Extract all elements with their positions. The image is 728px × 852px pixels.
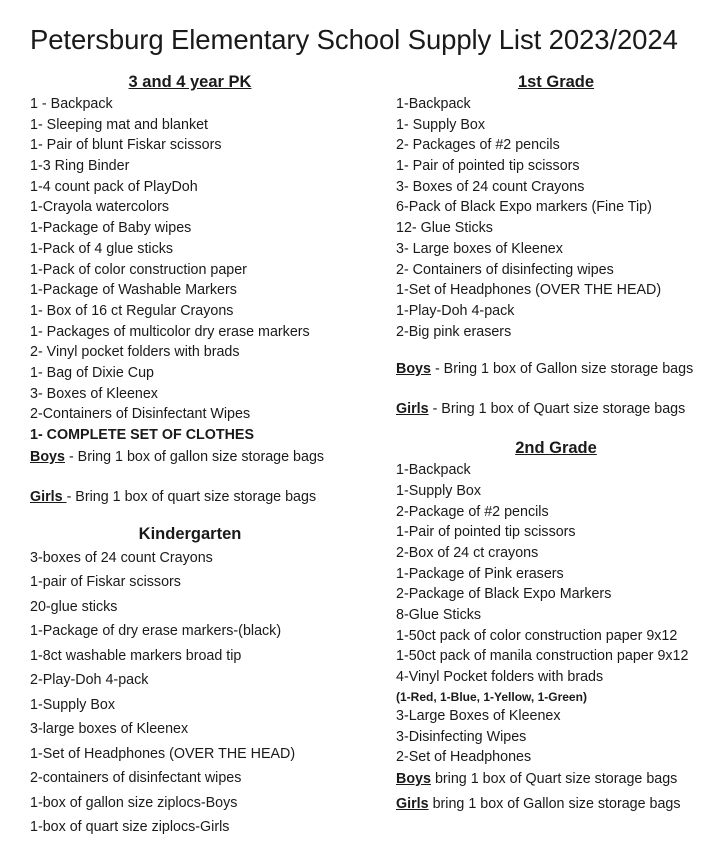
list-item: 2- Containers of disinfecting wipes xyxy=(396,261,614,278)
list-item: 1 - Backpack xyxy=(30,96,113,112)
list-item: 8-Glue Sticks xyxy=(396,607,482,624)
list-item: 1-8ct washable markers broad tip xyxy=(30,647,242,664)
list-item: 1-50ct pack of color construction paper 9x12 xyxy=(396,627,678,644)
page-title: Petersburg Elementary School Supply List 2023/2024 xyxy=(30,24,678,55)
list-item: 1-Package of Pink erasers xyxy=(396,565,564,582)
list-item: 1- Bag of Dixie Cup xyxy=(30,364,154,381)
list-item: 1- Packages of multicolor dry erase markers xyxy=(30,323,310,340)
second-grade-list xyxy=(396,460,726,768)
list-item: 1- Box of 16 ct Regular Crayons xyxy=(30,302,234,319)
girls-text: bring 1 box of Gallon size storage bags xyxy=(428,795,681,812)
list-item: 1-Package of dry erase markers-(black) xyxy=(30,623,282,640)
girls-text: - Bring 1 box of Quart size storage bags xyxy=(428,401,686,418)
list-item: 1-Pack of 4 glue sticks xyxy=(30,240,174,257)
boys-text: - Bring 1 box of gallon size storage bags xyxy=(64,448,325,465)
list-item: 1-50ct pack of manila construction paper 9x12 xyxy=(396,648,689,665)
kindergarten-heading: Kindergarten xyxy=(138,524,242,543)
pk-boys-note xyxy=(30,446,375,468)
list-item: 3-boxes of 24 count Crayons xyxy=(30,549,213,566)
second-grade-heading: 2nd Grade xyxy=(515,439,597,458)
list-item: 3- Boxes of Kleenex xyxy=(30,385,158,402)
left-column xyxy=(30,70,375,840)
first-girls-note xyxy=(396,398,726,420)
boys-label: Boys xyxy=(396,361,431,378)
folder-colors-note: (1-Red, 1-Blue, 1-Yellow, 1-Green) xyxy=(396,689,587,704)
girls-label: Girls xyxy=(30,488,67,505)
list-item: 2-Package of Black Expo Markers xyxy=(396,586,612,603)
pk-heading: 3 and 4 year PK xyxy=(128,73,252,91)
list-item: 1-Pack of color construction paper xyxy=(30,261,247,278)
list-item: 1-Supply Box xyxy=(396,482,482,499)
first-grade-list xyxy=(396,94,726,342)
list-item: 2-Containers of Disinfectant Wipes xyxy=(30,406,251,423)
boys-text: bring 1 box of Quart size storage bags xyxy=(430,770,678,787)
list-item: 1-Set of Headphones (OVER THE HEAD) xyxy=(30,745,296,762)
list-item: 2-Package of #2 pencils xyxy=(396,503,549,520)
boys-label: Boys xyxy=(30,448,65,465)
first-boys-note xyxy=(396,358,726,380)
boys-text: - Bring 1 box of Gallon size storage bags xyxy=(430,361,694,378)
list-item: 1-box of quart size ziplocs-Girls xyxy=(30,819,230,836)
list-item: 1-Set of Headphones (OVER THE HEAD) xyxy=(396,282,662,299)
list-item: 1-Crayola watercolors xyxy=(30,199,170,216)
list-item: 2-Set of Headphones xyxy=(396,749,532,766)
list-item: 1-Package of Washable Markers xyxy=(30,282,237,299)
list-item: 3- Large boxes of Kleenex xyxy=(396,240,563,257)
second-boys-note xyxy=(396,768,726,790)
list-item: 2-Play-Doh 4-pack xyxy=(30,672,149,689)
list-item: 12- Glue Sticks xyxy=(396,220,493,237)
list-item: 1-Pair of pointed tip scissors xyxy=(396,524,576,541)
list-item: 1- Pair of blunt Fiskar scissors xyxy=(30,137,222,154)
list-item: 2- Vinyl pocket folders with brads xyxy=(30,344,240,361)
list-item: 1-box of gallon size ziplocs-Boys xyxy=(30,794,238,811)
first-grade-heading: 1st Grade xyxy=(517,73,595,91)
list-item: 1-Package of Baby wipes xyxy=(30,220,192,237)
kindergarten-list xyxy=(30,546,375,840)
pk-list xyxy=(30,94,375,446)
list-item: 1- Sleeping mat and blanket xyxy=(30,116,209,133)
girls-label: Girls xyxy=(396,401,429,418)
list-item: 1- Supply Box xyxy=(396,116,486,133)
list-item: 3-Large Boxes of Kleenex xyxy=(396,707,561,724)
girls-text: - Bring 1 box of quart size storage bags xyxy=(66,488,317,505)
girls-label: Girls xyxy=(396,795,429,812)
list-item: 2-Big pink erasers xyxy=(396,323,512,340)
right-column xyxy=(396,70,726,815)
list-item: 2-Box of 24 ct crayons xyxy=(396,545,539,561)
boys-label: Boys xyxy=(396,770,431,787)
second-girls-note xyxy=(396,793,726,815)
list-item: 1-pair of Fiskar scissors xyxy=(30,574,181,591)
list-item: 3-Disinfecting Wipes xyxy=(396,728,527,745)
pk-girls-note xyxy=(30,486,375,508)
list-item: 1-Backpack xyxy=(396,96,471,112)
list-item: 2- Packages of #2 pencils xyxy=(396,137,560,154)
list-item: 1- Pair of pointed tip scissors xyxy=(396,158,580,175)
list-item: 3- Boxes of 24 count Crayons xyxy=(396,178,585,195)
list-item: 1-Play-Doh 4-pack xyxy=(396,302,515,319)
list-item: 4-Vinyl Pocket folders with brads xyxy=(396,669,604,686)
list-item: 1-Supply Box xyxy=(30,696,116,713)
list-item: 1-Backpack xyxy=(396,462,471,479)
clothes-item: 1- COMPLETE SET OF CLOTHES xyxy=(30,427,254,443)
list-item: 1-3 Ring Binder xyxy=(30,158,130,175)
list-item: 2-containers of disinfectant wipes xyxy=(30,770,242,787)
list-item: 20-glue sticks xyxy=(30,598,118,615)
list-item: 1-4 count pack of PlayDoh xyxy=(30,178,198,195)
list-item: 6-Pack of Black Expo markers (Fine Tip) xyxy=(396,199,652,216)
list-item: 3-large boxes of Kleenex xyxy=(30,721,189,738)
